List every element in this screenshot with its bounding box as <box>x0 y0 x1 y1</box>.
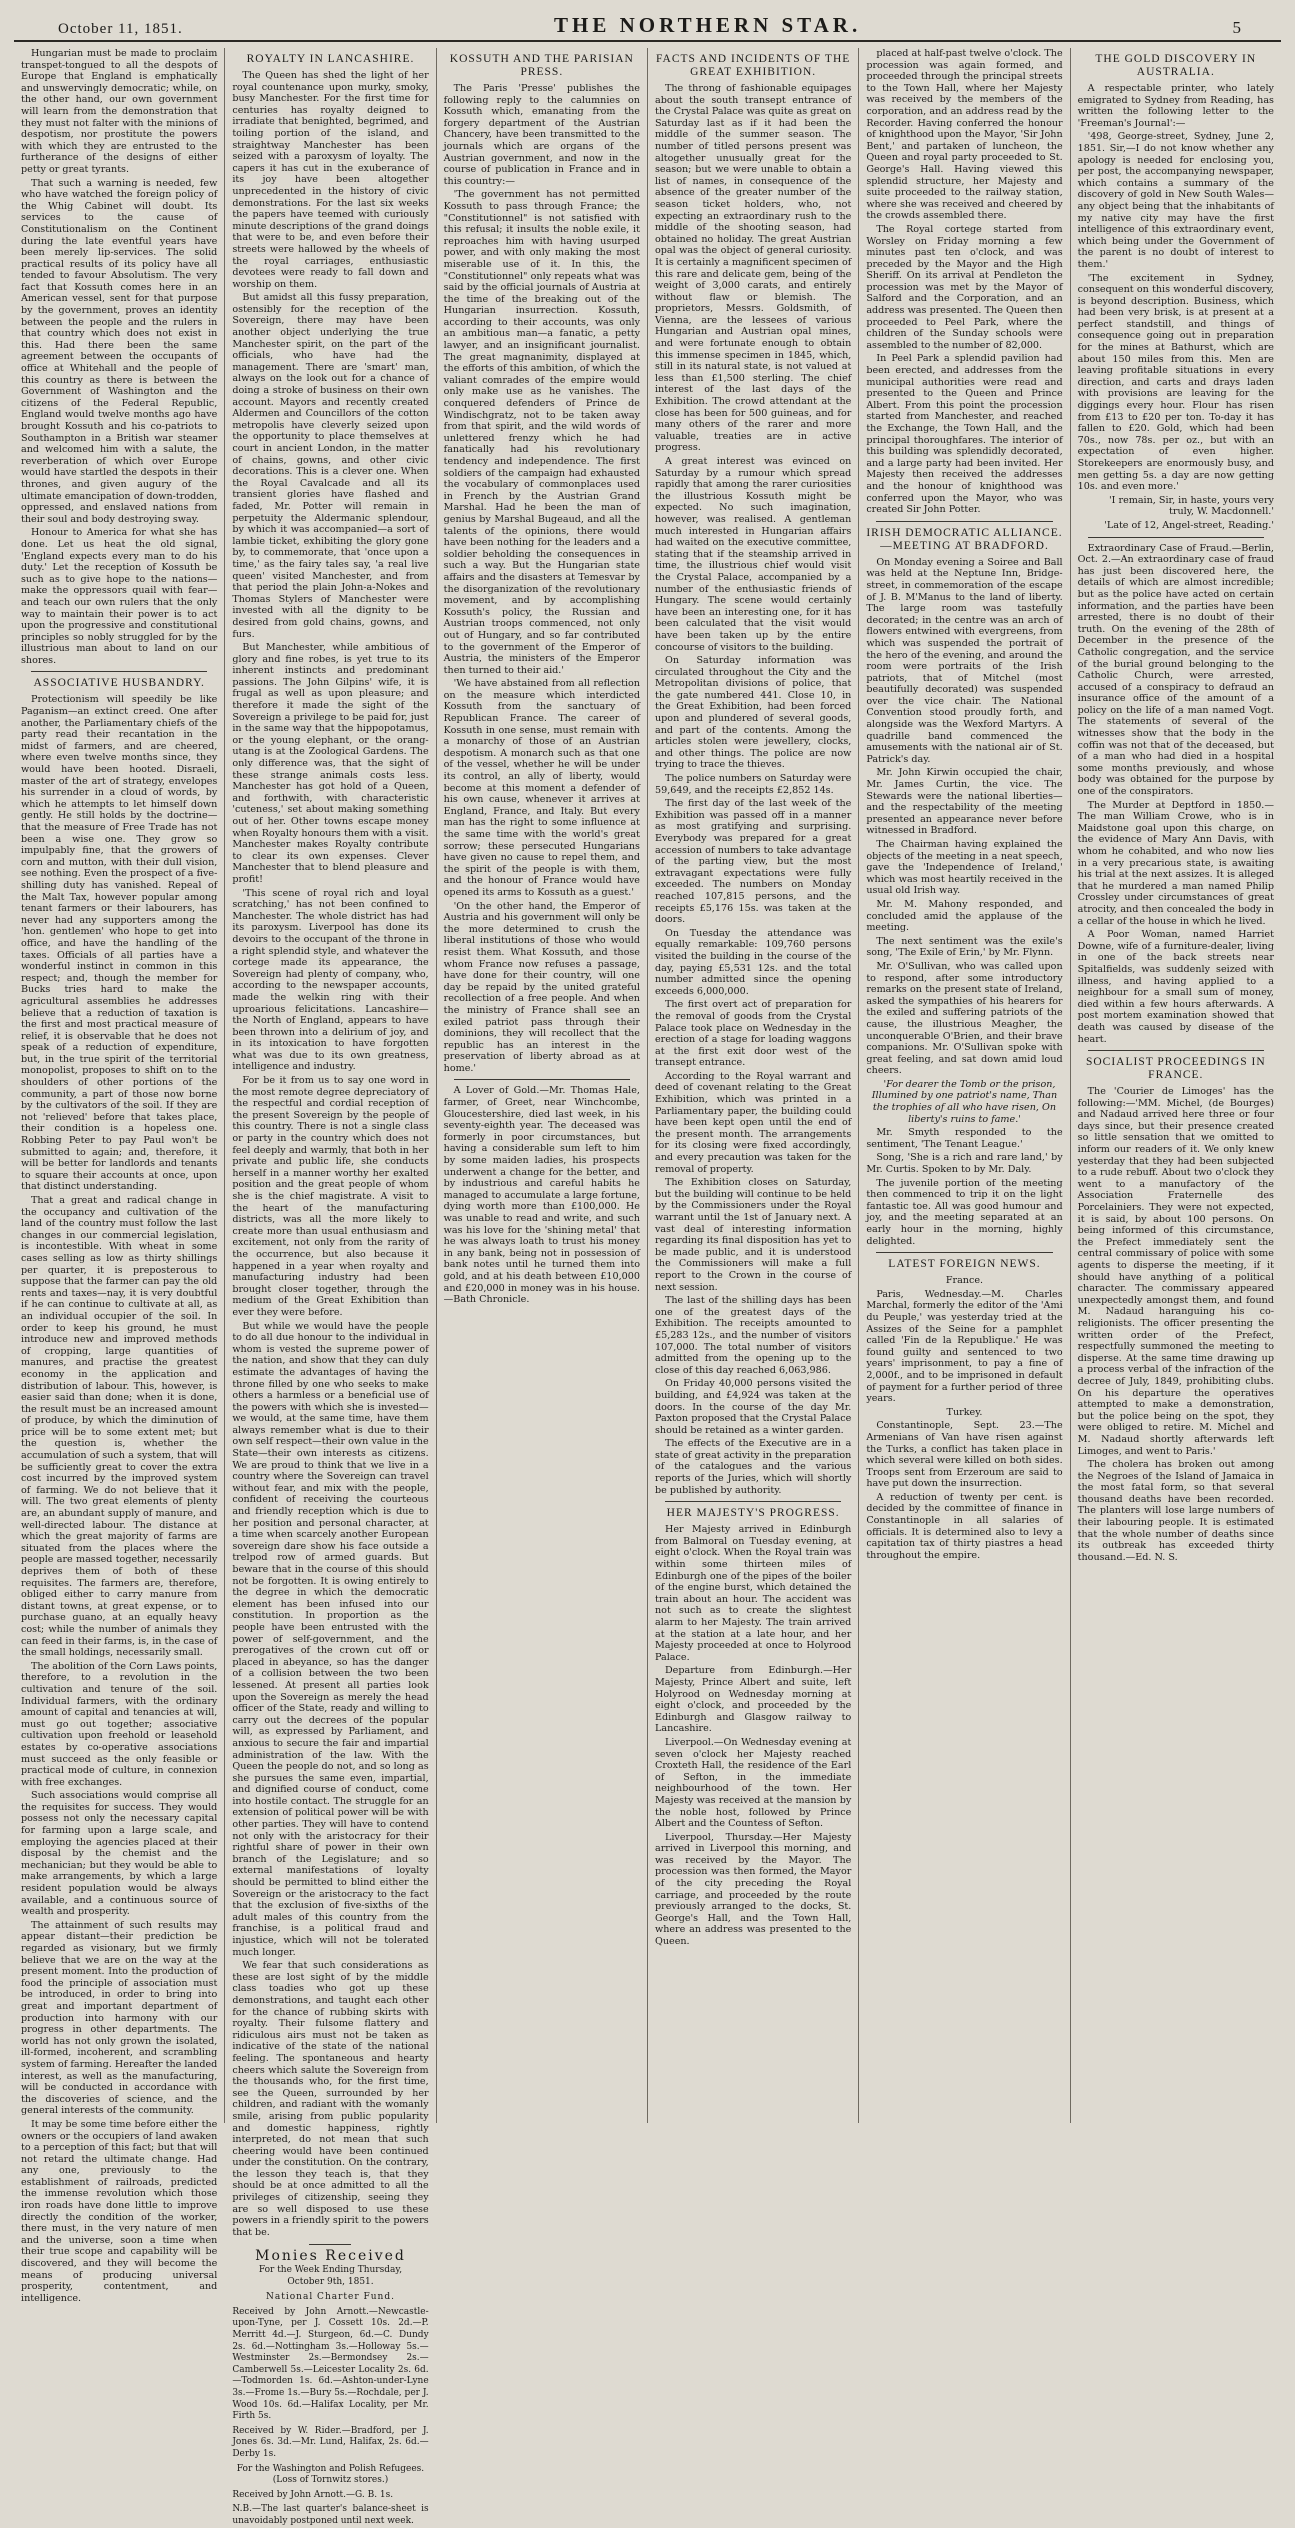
article-heading: IRISH DEMOCRATIC ALLIANCE.—MEETING AT BRADFORD. <box>866 526 1063 552</box>
paragraph: The throng of fashionable equipages about the south transept entrance of the Crystal Palace was quite as great on Saturday last as if it had been the middle of the summer season. The number of titled persons present was altogether unusually great for the season; but we were unable to obtain a list of names, in consequence of the absence of the greater number of the season ticket holders, who, not expecting an extraordinary rush to the middle of the shooting season, had obtained no holiday. The great Austrian opal was the object of general curiosity. It is certainly a magnificent specimen of this rare and delicate gem, being of the weight of 3,000 carats, and entirely without flaw or blemish. The proprietors, Messrs. Goldsmith, of Vienna, are the lessees of various Hungarian and Austrian opal mines, and were fortunate enough to obtain this immense specimen in 1845, which, still in its natural state, is not valued at less than £1,500 sterling. The chief interest of the last days of the Exhibition. The crowd attendant at the close has been for 500 guineas, and for many others of the rarer and more valuable, treaties are in active progress. <box>654 83 852 454</box>
paragraph: '498, George-street, Sydney, June 2, 1851. Sir,—I do not know whether any apology is needed for enclosing you, per post, the accompanying newspaper, which contains a summary of the discovery of gold in New South Wales—any object being that the inhabitants of my native city may have the first intelligence of this extraordinary event, which being under the Government of the parent is no doubt of interest to them.' <box>1077 131 1274 270</box>
paragraph: A Poor Woman, named Harriet Downe, wife of a furniture-dealer, living in one of the back streets near Spitalfields, was suddenly seized with illness, and having applied to a neighbour for a small sum of money, died within a few hours afterwards. A post mortem examination showed that death was caused by disease of the heart. <box>1077 929 1274 1045</box>
paragraph: Departure from Edinburgh.—Her Majesty, Prince Albert and suite, left Holyrood on Wednesday morning at eight o'clock, and proceeded by the Edinburgh and Glasgow railway to Lancashire. <box>654 1665 852 1735</box>
article-heading: FACTS AND INCIDENTS OF THE GREAT EXHIBITION. <box>656 53 851 78</box>
paragraph: The attainment of such results may appear distant—their prediction be regarded as visionary, but we firmly believe that we are on the way at the present moment. Into the production of food the principle of association must be introduced, in order to bring into great and important department of production into harmony with our progress in other departments. The world has not only grown the isolated, ill-formed, incoherent, and scrambling system of farming. Hereafter the landed interest, as well as the manufacturing, will be conducted in accordance with the discoveries of science, and the general interests of the community. <box>21 1919 218 2117</box>
paragraph: The abolition of the Corn Laws points, therefore, to a revolution in the cultivation and tenure of the soil. Individual farmers, with the ordinary amount of capital and tenancies at will, must go out together; associative cultivation upon freehold or leasehold estates by co-operative associations must succeed as the only feasible or practical mode of culture, in connexion with free exchanges. <box>21 1660 218 1788</box>
paragraph: 'This scene of royal rich and loyal scratching,' has not been confined to Manchester. The whole district has had its paroxysm. Liverpool has done its devoirs to the occupant of the throne in a right splendid style, and whatever the cortege made its appearance, the Sovereign had plenty of company, who, according to the newspaper accounts, made the welkin ring with their uproarious felicitations. Lancashire—the North of England, appears to have been thrown into a delirium of joy, and in its intoxication to have forgotten what was due to its own greatness, intelligence and industry. <box>232 887 429 1073</box>
divider <box>309 2244 351 2245</box>
divider <box>1088 537 1264 538</box>
masthead <box>14 8 1281 42</box>
paragraph: 'The excitement in Sydney, consequent on this wonderful discovery, is beyond description. Business, which had been very brisk, is at present at a perfect standstill, and things of consequence going out in preparation for the mines at Bathurst, which are about 150 miles from this. Men are leaving profitable situations in every direction, and carts and drays laden with provisions are leaving for the diggings every hour. Flour has risen from £13 to £20 per ton. To-day it has fallen to £20. Gold, which had been 70s., now 78s. per oz., but with an expectation of even higher. Storekeepers are enormously busy, and men getting 5s. a day are now getting 10s. and even more.' <box>1077 272 1274 493</box>
divider <box>1088 1050 1264 1051</box>
article-great-exhibition <box>655 83 851 1496</box>
paragraph: 'On the other hand, the Emperor of Austria and his government will only be the more determined to crush the liberal institutions of those who would resist them. What Kossuth, and those whom France now refuses a passage, have done for their country, will one day be repaid by the united grateful recollection of a free people. And when the ministry of France shall see an exiled patriot pass through their dominions, they will recollect that the republic has an interest in the preservation of liberty abroad as at home.' <box>443 900 640 1074</box>
paragraph: On Tuesday the attendance was equally remarkable: 109,760 persons visited the building in the course of the day, paying £5,531 12s. and the total number admitted since the opening exceeds 6,000,000. <box>654 927 852 997</box>
newspaper-title: THE NORTHERN STAR. <box>554 13 862 37</box>
paragraph: We fear that such considerations as these are lost sight of by the middle class toadies who got up these demonstrations, and taught each other for the chance of rubbing skirts with royalty. Their fulsome flattery and ridiculous airs must not be taken as indicative of the state of the national feeling. The spontaneous and hearty cheers which salute the Sovereign from the thousands who, for the first time, see the Queen, surrounded by her children, and radiant with the womanly smile, arising from public popularity and domestic happiness, rightly interpreted, do not mean that such cheering would have been continued under the constitution. On the contrary, the lesson they teach is, that they should be at once admitted to all the privileges of citizenship, seeing they are so well disposed to use these powers in a friendly spirit to the powers that be. <box>232 1960 429 2238</box>
columns <box>14 48 1281 2526</box>
paragraph: The effects of the Executive are in a state of great activity in the preparation of the catalogues and the various reports of the Juries, which will shortly be published by authority. <box>654 1438 852 1496</box>
paragraph: A great interest was evinced on Saturday by a rumour which spread rapidly that among the rarer curiosities the illustrious Kossuth might be expected. No such imagination, however, was realised. A gentleman much interested in Hungarian affairs had waited on the executive committee, stating that if the steamship arrived in time, the illustrious chief would visit the Crystal Palace, accompanied by a number of the enthusiastic friends of Hungary. The scene would certainly have been an interesting one, for it has been calculated that the visit would have been taken up by the entire concourse of visitors to the building. <box>654 456 852 653</box>
column-4 <box>648 48 859 2123</box>
paragraph: Mr. O'Sullivan, who was called upon to respond, after some introductory remarks on the present state of Ireland, asked the sympathies of his hearers for the exiled and suffering patriots of the cause, the illustrious Meagher, the unconquerable O'Brien, and their brave companions. Mr. O'Sullivan spoke with great feeling, and sat down amid loud cheers. <box>866 960 1063 1077</box>
misc-news <box>1078 543 1274 1046</box>
paragraph: Song, 'She is a rich and rare land,' by Mr. Curtis. Spoken to by Mr. Daly. <box>866 1152 1063 1176</box>
paragraph: A reduction of twenty per cent. is decided by the committee of finance in Constantinople in all salaries of officials. It is determined also to levy a capitation tax of thirty piastres a head throughout the empire. <box>866 1491 1063 1561</box>
divider <box>454 1079 630 1080</box>
article-heading: HER MAJESTY'S PROGRESS. <box>666 1507 840 1520</box>
receipt-item: For the Washington and Polish Refugees. (Loss of Tornwitz stores.) <box>236 2463 425 2486</box>
paragraph: But amidst all this fussy preparation, ostensibly for the reception of the Sovereign, there may have been another object underlying the true Manchester spirit, on the part of the officials, who have had the management. There are 'smart' man, always on the look out for a chance of doing a stroke of business on their own account. Mayors and recently created Aldermen and Councillors of the cotton metropolis have cleverly seized upon the opportunity to place themselves at court in ancient London, in the matter of chains, gowns, and other civic decorations. This is a clever one. When the Royal Cavalcade and all its transient glories have flashed and faded, Mr. Potter will remain in perpetuity the Aldermanic splendour, by which it was accompanied—a sort of lambie ticket, exhibiting the glory gone by, to commemorate, that 'once upon a time,' as the fairy tales say, 'a real live queen' visited Manchester, and from that period the plain John-a-Nokes and Thomas Stylers of Manchester were invested with all the dignity to be desired from gold chains, gowns, and furs. <box>232 292 429 640</box>
paragraph: The police numbers on Saturday were 59,649, and the receipts £2,852 14s. <box>654 773 852 796</box>
column-5 <box>859 48 1070 2123</box>
paragraph: The Queen has shed the light of her royal countenance upon murky, smoky, busy Manchester. For the first time for centuries has royalty deigned to irradiate that benighted, begrimed, and toiling portion of the island, and straightway Manchester has been seized with a paroxysm of loyalty. The capers it has cut in the exuberance of its joy have been altogether unprecedented in the history of civic demonstrations. For the last six weeks the papers have teemed with curiously minute descriptions of the grand doings that were to be, and even before their streets were hallowed by the wheels of the royal carriages, enthusiastic devotees were ready to fall down and worship on them. <box>232 70 429 290</box>
paragraph: The cholera has broken out among the Negroes of the Island of Jamaica in the most fatal form, so that several thousand deaths have been recorded. The planters will lose large numbers of their labouring people. It is estimated that the whole number of deaths since its outbreak has exceeded thirty thousand.—Ed. N. S. <box>1077 1459 1274 1563</box>
paragraph: The Exhibition closes on Saturday, but the building will continue to be held by the Commissioners under the Royal warrant until the 1st of January next. A vast deal of interesting information regarding its final disposition has yet to be made public, and it is understood the Commissioners will make a full report to the Crown in the course of next session. <box>654 1177 852 1293</box>
country-subheading: Turkey. <box>946 1406 983 1418</box>
article-heading: THE GOLD DISCOVERY IN AUSTRALIA. <box>1095 53 1257 78</box>
divider <box>876 1252 1052 1253</box>
divider <box>31 671 207 672</box>
paragraph: The juvenile portion of the meeting then commenced to trip it on the light fantastic toe. All was good humour and joy, and the meeting separated at an early hour in the morning, highly delighted. <box>866 1177 1063 1247</box>
receipt-item: Received by W. Rider.—Bradford, per J. Jones 6s. 3d.—Mr. Lund, Halifax, 2s. 6d.—Derby 1s. <box>232 2425 429 2459</box>
paragraph: Paris, Wednesday.—M. Charles Marchal, formerly the editor of the 'Ami du Peuple,' was yesterday tried at the Assizes of the Seine for a pamphlet called 'Fin de la Republique.' He was found guilty and sentenced to two years' imprisonment, to pay a fine of 2,000f., and to be imprisoned in default of payment for a further period of three years. <box>866 1288 1063 1405</box>
paragraph: That a great and radical change in the occupancy and cultivation of the land of the country must follow the last changes in our commercial legislation, is incontestible. With wheat in some cases selling as low as thirty shillings per quarter, it is preposterous to suppose that the farmer can pay the old rents and taxes—nay, it is very doubtful if he can continue to cultivate at all, as an individual occupier of the soil. In order to keep his ground, he must introduce new and improved methods of cropping, large quantities of manures, and practise the greatest economy in the application and distribution of labour. This, however, is easier said than done; when it is done, the result must be an increased amount of produce, by which the diminution of price will be to some extent met; but the question is, whether the accumulation of such a system, that will be sufficiently great to cover the extra cost incurred by the improved system of farming. We do not believe that it will. The two great elements of plenty are, an abundant supply of manure, and well-directed labour. The distance at which the great majority of farms are situated from the places where the people are massed together, necessarily deprives them of both of these requisites. The farmers are, therefore, obliged either to carry manure from distant towns, at great expense, or to purchase guano, at an equally heavy cost; while the number of animals they can feed in their farms, is, in the case of the small holdings, necessarily small. <box>21 1195 218 1659</box>
paragraph: 'The government has not permitted Kossuth to pass through France; the "Constitutionnel" is not satisfied with this refusal; it insults the noble exile, it reproaches him with having usurped power, and with only making the most miserable use of it. In this, the "Constitutionnel" only repeats what was said by the official journals of Austria at the time of the breaking out of the Hungarian insurrection. Kossuth, according to their accounts, was only an ambitious man—a fanatic, a petty lawyer, and an insignificant journalist. The great magnanimity, displayed at the efforts of this ambition, of which the valiant comrades of the empire would only make use as he vanishes. The conquered defenders of Prince de Windischgratz, not to be taken away from that spirit, and the wild words of unlettered frenzy which he had fanatically had his revolutionary tendency and independence. The first soldiers of the campaign had exhausted the vocabulary of commonplaces used in French by the Austrian Grand Marshal. Had he been the man of genius by Marshal Bugeaud, and all the talents of the opinions, there would have been nothing for the leaders and a soldier beholding the consequences in such a way. But the Hungarian state affairs and the disasters at Temesvar by the disorganization of the revolutionary movement, and by accomplishing Kossuth's policy, the Russian and Austrian troops commenced, not only out of Hungary, and so far contributed to the government of the Emperor of Austria, the ministers of the Emperor then turned to their aid.' <box>443 189 640 676</box>
column-2 <box>225 48 436 2526</box>
receipt-item: Received by John Arnott.—Newcastle-upon-Tyne, per J. Cossett 10s. 2d.—P. Merritt 4d.—J. Sturgeon, 6d.—C. Dundy 2s. 6d.—Nottingham 3s.—Holloway 5s.—Westminster 2s.—Bermondsey 2s.—Camberwell 5s.—Leicester Locality 2s. 6d.—Todmorden 1s. 6d.—Ashton-under-Lyne 3s.—Frome 1s.—Bury 5s.—Rochdale, per J. Wood 10s. 6d.—Halifax Locality, per Mr. Firth 5s. <box>232 2306 429 2422</box>
paragraph: On Monday evening a Soiree and Ball was held at the Neptune Inn, Bridge-street, in commemoration of the escape of J. B. M'Manus to the land of liberty. The large room was tastefully decorated; in the centre was an arch of flowers entwined with evergreens, from which was suspended the portrait of the hero of the evening, and around the room were portraits of the Irish patriots, that of Mitchel (most beautifully decorated) was suspended over the vice chair. The National Convention stood proudly forth, and alongside was the Wexford Martyrs. A quadrille band commenced the amusements with the national air of St. Patrick's day. <box>866 556 1063 765</box>
paragraph: Liverpool.—On Wednesday evening at seven o'clock her Majesty reached Croxteth Hall, the residence of the Earl of Sefton, in the immediate neighbourhood of the town. Her Majesty was received at the mansion by the noble host, followed by Prince Albert and the Countess of Sefton. <box>654 1736 852 1830</box>
issue-date: October 11, 1851. <box>58 21 183 37</box>
article-heading: ROYALTY IN LANCASHIRE. <box>246 53 415 65</box>
article-associative-husbandry <box>21 694 217 2304</box>
article-heading: SOCIALIST PROCEEDINGS IN FRANCE. <box>1085 1056 1266 1082</box>
paragraph: Liverpool, Thursday.—Her Majesty arrived in Liverpool this morning, and was received by the Mayor. The procession was then formed, the Mayor of the city preceding the Royal carriage, and proceeded by the route previously arranged to the docks, St. George's Hall, and the Town Hall, where an address was presented to the Queen. <box>654 1831 852 1948</box>
article-lover-of-gold <box>444 1085 640 1305</box>
paragraph: Mr. M. Mahony responded, and concluded amid the applause of the meeting. <box>866 898 1063 934</box>
notice-date: October 9th, 1851. <box>287 2276 374 2287</box>
paragraph: A Lover of Gold.—Mr. Thomas Hale, farmer, of Greet, near Winchcombe, Gloucestershire, died last week, in his seventy-eighth year. The deceased was formerly in poor circumstances, but having a considerable sum left to him by some maiden ladies, his prospects underwent a change for the better, and by industrious and careful habits he managed to accumulate a large fortune, dying worth more than £100,000. He was unable to read and write, and such was his love for the 'shining metal' that he was always loath to trust his money in any bank, being not in possession of bank notes until he turned them into gold, and at his death between £10,000 and £20,000 in money was in his house.—Bath Chronicle. <box>443 1085 640 1306</box>
paragraph: On Friday 40,000 persons visited the building, and £4,924 was taken at the doors. In the course of the day Mr. Paxton proposed that the Crystal Palace should be retained as a winter garden. <box>654 1378 852 1436</box>
article-royalty-lancashire <box>232 70 428 2238</box>
page-number: 5 <box>1232 18 1241 37</box>
paragraph: In Peel Park a splendid pavilion had been erected, and addresses from the municipal authorities were read and presented to the Queen and Prince Albert. From this point the procession started from Manchester, and reached the Exchange, the Town Hall, and the principal thoroughfares. The interior of this building was splendidly decorated, and a large party had been invited. Her Majesty then received the addresses and the honour of knighthood was conferred upon the Mayor, who was created Sir John Potter. <box>866 353 1063 516</box>
article-heading: LATEST FOREIGN NEWS. <box>888 1258 1041 1271</box>
article-irish-alliance <box>866 557 1062 1247</box>
monies-received-notice <box>232 2248 429 2527</box>
paragraph: Mr. John Kirwin occupied the chair, Mr. James Curtin, the vice. The Stewards were the national liberties—and the respectability of the meeting presented an appearance never before witnessed in Bradford. <box>866 767 1063 837</box>
receipt-item: Received by John Arnott.—G. B. 1s. <box>232 2489 394 2500</box>
paragraph: It may be some time before either the owners or the occupiers of land awaken to a perception of this fact; but that will not retard the ultimate change. Had any one, previously to the establishment of railroads, predicted the immense revolution which those iron roads have done little to improve directly the condition of the worker, there must, in the very nature of men and the universe, soon a time when their true scope and capability will be discovered, and they will become the means of producing universal prosperity, contentment, and intelligence. <box>21 2118 218 2304</box>
paragraph: A respectable printer, who lately emigrated to Sydney from Reading, has written the following letter to the 'Freeman's Journal':— <box>1077 83 1274 129</box>
paragraph: The first day of the last week of the Exhibition was passed off in a manner as most gratifying and surprising. Everybody was prepared for a great accession of numbers to take advantage of the parting view, but the most extravagant expectations were fully exceeded. The numbers on Monday reached 107,815 persons, and the receipts £5,176 15s. was taken at the doors. <box>654 798 852 926</box>
paragraph: But while we would have the people to do all due honour to the individual in whom is vested the supreme power of the nation, and show that they can duly estimate the advantages of having the throne filled by one who seeks to make others a harmless or a beneficial use of the powers with which she is invested—we would, at the same time, have them always remember what is due to their own self respect—their own value in the State—their own interests as citizens. We are proud to think that we live in a country where the Sovereign can travel without fear, and mix with the people, confident of receiving the courteous and friendly reception which is due to her position and personal character, at a time when scarcely another European sovereign dare show his face outside a trelpod row of armed guards. But beware that in the course of this should not be forgotten. It is owing entirely to the degree in which the democratic element has been infused into our constitution. In proportion as the people have been entrusted with the power of self-government, and the prerogatives of the crown cut off or placed in abeyance, so has the danger of a collision between the two been lessened. At present all parties look upon the Sovereign as merely the head officer of the State, ready and willing to carry out the decrees of the popular will, as expressed by Parliament, and anxious to secure the fair and impartial administration of the law. With the Queen the people do not, and so long as she pursues the same even, impartial, and dignified course of conduct, come into hostile contact. The struggle for an extension of political power will be with other parties. They will have to contend not only with the aristocracy for their rightful share of power in their own branch of the Legislature; and so external manifestations of loyalty should be permitted to blind either the Sovereign or the aristocracy to the fact that the exclusion of five-sixths of the adult males of this country from the franchise, is a political fraud and injustice, which will not be tolerated much longer. <box>232 1320 429 1958</box>
paragraph: The Chairman having explained the objects of the meeting in a neat speech, gave the 'Independence of Ireland,' which was most heartily received in the usual old Irish way. <box>866 839 1063 897</box>
article-majesty-progress-cont <box>866 48 1062 516</box>
paragraph: The last of the shilling days has been one of the greatest days of the Exhibition. The receipts amounted to £5,283 12s., and the number of visitors 107,000. The total number of visitors admitted from the opening up to the close of this day reached 6,063,986. <box>654 1295 852 1376</box>
notice-subtitle: For the Week Ending Thursday, <box>258 2265 403 2276</box>
country-subheading: France. <box>945 1275 984 1287</box>
article-majesty-progress <box>655 1524 851 1947</box>
article-gold-discovery <box>1078 83 1274 532</box>
paragraph: The Murder at Deptford in 1850.—The man William Crowe, who is in Maidstone goal upon this charge, on the evidence of Mary Ann Davis, with whom he cohabited, and who now lies in a very precarious state, is awaiting his trial at the next assizes. It is alleged that he murdered a man named Philip Crossley under circumstances of great atrocity, and then concealed the body in a cellar of the house in which he lived. <box>1077 799 1274 927</box>
divider <box>876 521 1052 522</box>
paragraph: 'We have abstained from all reflection on the measure which interdicted Kossuth from the sanctuary of Republican France. The career of Kossuth in one sense, must remain with a monarchy of those of an Austrian despotism. A monarch such as that one of the vessel, whether he will be under its control, an ally of liberty, would become at this moment a defender of his own cause, whenever it arrives at England, France, and Italy. But every man has the right to some influence at the same time with the world's great sorrow; these persecuted Hungarians have given no cause to repel them, and the spirit of the people is with them, and the honour of France would have opened its arms to Kossuth as a guest.' <box>443 678 640 898</box>
paragraph: Her Majesty arrived in Edinburgh from Balmoral on Tuesday evening, at eight o'clock. When the Royal train was within some thirteen miles of Edinburgh one of the pipes of the boiler of the engine burst, which detained the train about an hour. The accident was not such as to create the slightest alarm to her Majesty. The train arrived at the station at a late hour, and her Majesty proceeded at once to Holyrood Palace. <box>654 1524 852 1663</box>
article-foreign-news <box>866 1275 1062 1561</box>
fund-name: National Charter Fund. <box>266 2292 395 2303</box>
paragraph: Mr. Smyth responded to the sentiment, 'The Tenant League.' <box>866 1127 1063 1150</box>
notice-title: Monies Received <box>255 2248 406 2265</box>
divider <box>665 1501 841 1502</box>
paragraph: placed at half-past twelve o'clock. The procession was again formed, and proceeded through the principal streets to the Town Hall, where her Majesty was received by the members of the corporation, and an address read by the Recorder. Having conferred the honour of knighthood upon the Mayor, 'Sir John Bent,' and partaken of luncheon, the Queen and royal party proceeded to St. George's Hall. Having viewed this splendid structure, her Majesty and suite proceeded to the railway station, where she was received and cheered by the crowds assembled there. <box>866 48 1063 222</box>
verse: 'For dearer the Tomb or the prison, Illumined by one patriot's name, Than the trophies of all who have risen, On liberty's ruins to fame.' <box>871 1078 1058 1125</box>
signature: 'I remain, Sir, in haste, yours very truly, W. Macdonnell.' <box>1109 494 1274 518</box>
paragraph: The Paris 'Presse' publishes the following reply to the calumnies on Kossuth which, emanating from the forgery department of the Austrian Chancery, have been transmitted to the journals which are organs of the Austrian government, and now in the course of publication in France and in this country:— <box>443 83 640 187</box>
column-6 <box>1071 48 1281 2123</box>
column-1 <box>14 48 225 2304</box>
article-socialist-france <box>1078 1086 1274 1563</box>
paragraph: Protectionism will speedily be like Paganism—an extinct creed. One after another, the Parliamentary chiefs of the party read their recantation in the midst of farmers, and are cheered, where even twelve months since, they would have been hooted. Disraeli, master of the art of strategy, envelopes his surrender in a cloud of words, by which he attempts to let himself down gently. He still holds by the doctrine—that the measure of Free Trade has not been a wise one. They grow so impulpably fine, that the growers of corn and mutton, with their dull vision, see nothing. Even the prospect of a five-shilling duty has vanished. Repeal of the Malt Tax, however popular among tenant farmers or their labourers, has never had any supporters among the 'hon. gentlemen' who hope to get into office, and have the handling of the taxes. Officials of all parties have a wonderful instinct in common in this respect; and, though the member for Bucks tries hard to make the agricultural assemblies he addresses believe that a reduction of taxation is the first and most practical measure of relief, it is observable that he does not speak of a reduction of expenditure, but, in the true spirit of the territorial monopolist, proposes to shift on to the shoulders of other portions of the community, a part of those now borne by the cultivators of the soil. If they are not 'relieved' before that takes place, their condition is a hopeless one. Robbing Peter to pay Paul won't be submitted to again; and, therefore, it will be better for landlords and tenants to square their accounts at once, upon that distinct understanding. <box>21 694 218 1193</box>
paragraph: On Saturday information was circulated throughout the City and the Metropolitan divisions of police, that the gate numbered 441. Close 10, in the Great Exhibition, had been forced upon and plundered of several goods, and part of the contents. Among the articles stolen were jewellery, clocks, and other things. The police are now trying to trace the thieves. <box>654 655 852 771</box>
article-heading: KOSSUTH AND THE PARISIAN PRESS. <box>449 53 634 78</box>
paragraph: Such associations would comprise all the requisites for success. They would possess not only the necessary capital for farming upon a large scale, and employing the agencies placed at their disposal by the chemist and the mechanician; but they would be able to make arrangements, by which a large resident population would be always available, and a continuous source of wealth and prosperity. <box>21 1790 218 1918</box>
paragraph: According to the Royal warrant and deed of covenant relating to the Great Exhibition, which was printed in a Parliamentary paper, the building could have been kept open until the end of the present month. The arrangements for its closing were fixed accordingly, and every precaution was taken for the removal of property. <box>654 1070 852 1175</box>
paragraph: But Manchester, while ambitious of glory and fine robes, is yet true to its inherent instincts and predominant passions. The John Gilpins' wife, it is frugal as well as upon pleasure; and therefore it made the sight of the Sovereign a privilege to be paid for, just in the same way that the hippopotamus, or the young elephant, or the orang-utang is at the Zoological Gardens. The only difference was, that the sight of these strange animals costs less. Manchester has got hold of a Queen, and forthwith, with characteristic 'cuteness,' set about making something out of her. Other towns escape money when Royalty honours them with a visit. Manchester makes Royalty contribute to clear its own expenses. Clever Manchester that to blend pleasure and profit! <box>232 642 429 885</box>
paragraph: Constantinople, Sept. 23.—The Armenians of Van have risen against the Turks, a conflict has taken place in which several were killed on both sides. Troops sent from Erzeroum are said to have put down the insurrection. <box>866 1420 1063 1490</box>
paragraph: Hungarian must be made to proclaim transpet-tongued to all the despots of Europe that England is emphatically and unswervingly democratic; while, on the other hand, our own government will learn from the demonstration that they must not falter with the minions of despotism, nor prostitute the powers with which they are entrusted to the furtherance of the designs of either petty or great tyrants. <box>21 48 218 175</box>
paragraph: The 'Courier de Limoges' has the following:—'MM. Michel, (de Bourges) and Nadaud arrived here three or four days since, but their presence created so little sensation that we omitted to inform our readers of it. We only knew yesterday that they had been subjected to a rude rebuff. About two o'clock they went to a manufactory of the Association Fraternelle des Porcelainiers. They were not expected, it is said, by about 100 persons. On being informed of this circumstance, the Prefect immediately sent the central commissary of police with some agents to disperse the meeting, if it should have anything of a political character. The commissary appeared unexpectedly amongst them, and found M. Nadaud haranguing his co-religionists. The officer presenting the written order of the Prefect, respectfully summoned the meeting to disperse. At the same time drawing up a process verbal of the infraction of the decree of July, 1849, prohibiting clubs. On his departure the operatives attempted to make a demonstration, but the police being on the spot, they were obliged to retire. M. Michel and M. Nadaud shortly afterwards left Limoges, and went to Paris.' <box>1077 1086 1274 1457</box>
article-heading: ASSOCIATIVE HUSBANDRY. <box>33 677 205 690</box>
paragraph: Honour to America for what she has done. Let us heat the old signal, 'England expects every man to do his duty.' Let the reception of Kossuth be such as to give hope to the nations—make the oppressors quail with fear—and teach our own rulers that the only way to maintain their power is to act upon the progressive and constitutional principles so nobly struggled for by the illustrious man about to land on our shores. <box>21 527 218 666</box>
paragraph: For be it from us to say one word in the most remote degree depreciatory of the respectful and cordial reception of the present Sovereign by the people of this country. There is not a single class or party in the country which does not feel deeply and warmly, that both in her private and public life, she conducts herself in a manner worthy her exalted position and the great people of whom she is the chief magistrate. A visit to the heart of the manufacturing districts, was all the more likely to create more than usual enthusiasm and excitement, not only from the rarity of the occurrence, but also because it happened in a year when royalty and manufacturing industry had been brought closer together, through the medium of the Great Exhibition than ever they were before. <box>232 1075 429 1318</box>
paragraph: Extraordinary Case of Fraud.—Berlin, Oct. 2.—An extraordinary case of fraud has just been discovered here, the details of which are almost incredible; but as the police have acted on certain information, and the parties have been arrested, there is no doubt of their truth. On the evening of the 28th of December in the presence of the Catholic congregation, and the service of the burial ground belonging to the Catholic Church, were arrested, accused of a conspiracy to defraud an insurance office of the amount of a policy on the life of a man named Vogt. The statements of several of the witnesses show that the body in the coffin was not that of the deceased, but of a man who had died in a hospital some months previously, and whose body was obtained for the purpose by one of the conspirators. <box>1077 542 1274 798</box>
signature-address: 'Late of 12, Angel-street, Reading.' <box>1104 519 1274 531</box>
notice-note: N.B.—The last quarter's balance-sheet is unavoidably postponed until next week. <box>232 2504 429 2526</box>
article-kossuth-press <box>444 83 640 1074</box>
paragraph: The first overt act of preparation for the removal of goods from the Crystal Palace took place on Wednesday in the erection of a stage for loading waggons at the first exit door west of the transept entrance. <box>654 999 852 1069</box>
article-hungary-intro <box>21 48 217 666</box>
paragraph: The next sentiment was the exile's song, 'The Exile of Erin,' by Mr. Flynn. <box>866 935 1063 959</box>
paragraph: That such a warning is needed, few who have watched the foreign policy of the Whig Cabinet will doubt. Its services to the cause of Constitutionalism on the Continent during the late eventful years have been merely lip-services. The solid practical results of its policy have all tended to favour Absolutism. The very fact that Kossuth comes here in an American vessel, sent for that purpose by the government, proves an identity between the people and the rulers in that country which does not exist in this. Had there been the same agreement between the occupants of office at Whitehall and the people of this country as there is between the Government of Washington and the citizens of the Federal Republic, England would twelve months ago have brought Kossuth and his co-patriots to Southampton in a British war steamer and welcomed him with a salute, the reverberation of which over Europe would have startled the despots in their thrones, and given augury of the ultimate emancipation of down-trodden, oppressed, and enslaved nations from their soul and body destroying sway. <box>21 177 218 525</box>
column-3 <box>437 48 648 2123</box>
paragraph: The Royal cortege started from Worsley on Friday morning a few minutes past ten o'clock, and was preceded by the Mayor and the High Sheriff. On its arrival at Pendleton the procession was met by the Mayor of Salford and the Corporation, and an address was presented. The Queen then proceeded to Peel Park, where the children of the Sunday schools were assembled to the number of 82,000. <box>866 223 1063 351</box>
